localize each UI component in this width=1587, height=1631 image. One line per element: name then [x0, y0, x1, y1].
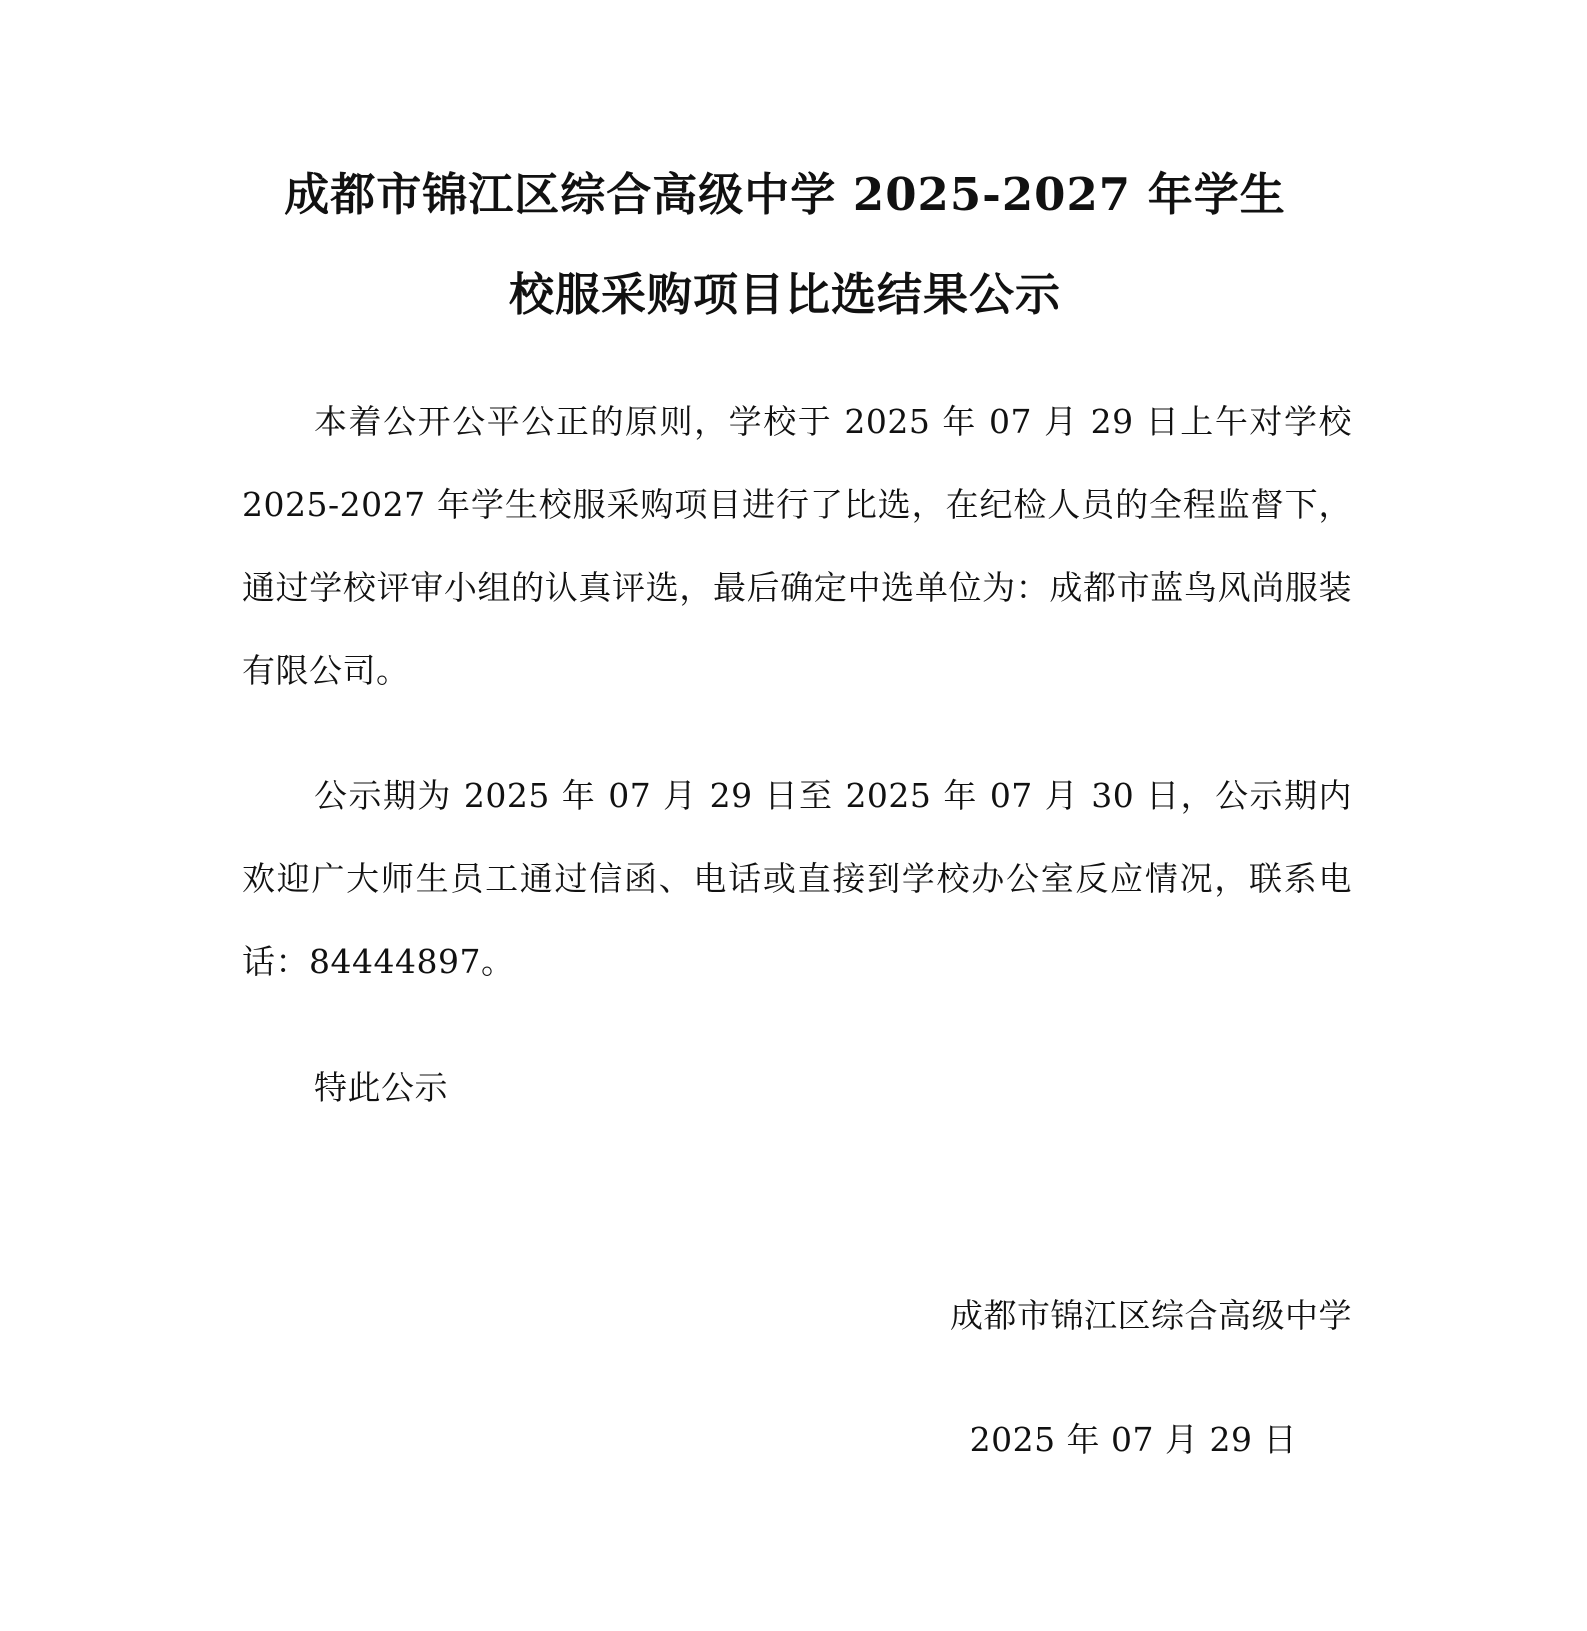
document-title-line-1: 成都市锦江区综合高级中学 2025-2027 年学生: [284, 168, 1286, 221]
paragraph-public-period: 公示期为 2025 年 07 月 29 日至 2025 年 07 月 30 日，公示期内欢迎广大师生员工通过信函、电话或直接到学校办公室反应情况，联系电话：84444897。: [242, 776, 1352, 981]
signature-school-name: 成都市锦江区综合高级中学: [950, 1296, 1352, 1335]
paragraph-closing: 特此公示: [314, 1068, 448, 1107]
paragraph-announcement: 本着公开公平公正的原则，学校于 2025 年 07 月 29 日上午对学校 2025-2027 年学生校服采购项目进行了比选，在纪检人员的全程监督下，通过学校评审小组的认真评选，最后确定中选单位为：成都市蓝鸟风尚服装有限公司。: [242, 402, 1352, 690]
signature-date: 2025 年 07 月 29 日: [969, 1420, 1297, 1459]
document-title-line-2: 校服采购项目比选结果公示: [508, 268, 1061, 321]
